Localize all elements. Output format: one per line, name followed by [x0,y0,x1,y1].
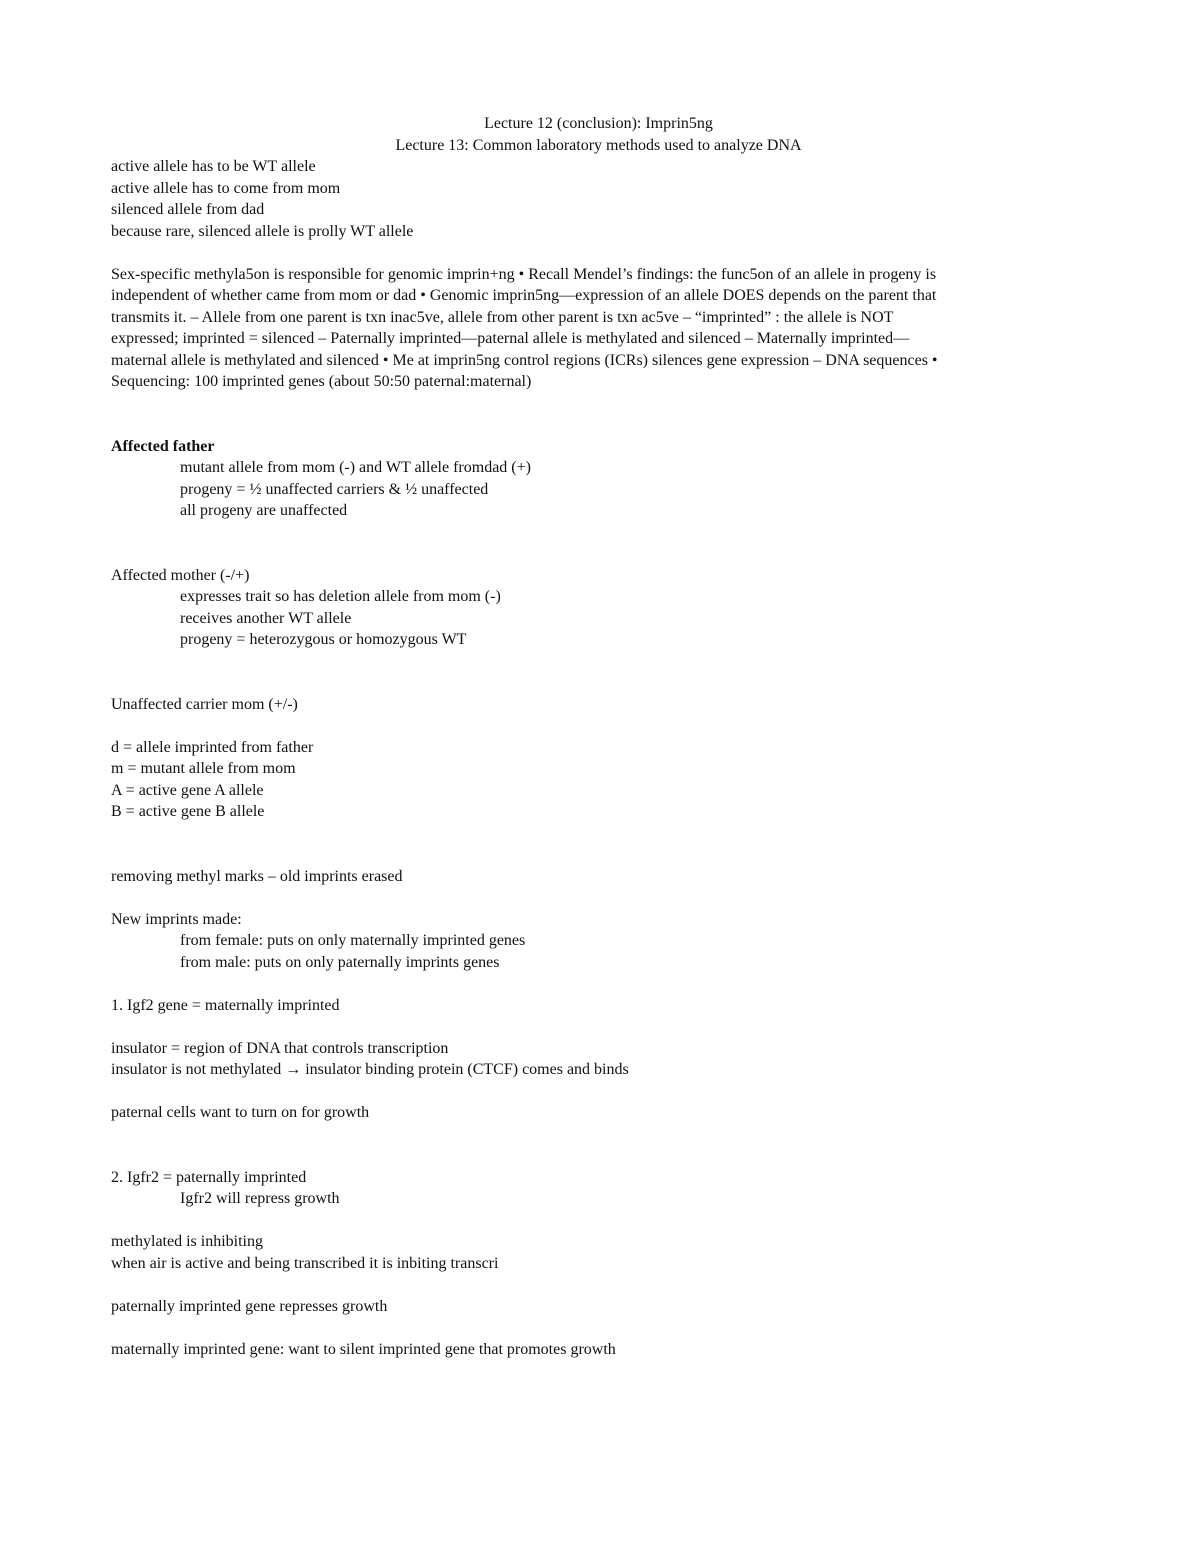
paragraph-line: maternal allele is methylated and silenced • Me at imprin5ng control regions (ICRs) silences gene expression – DNA sequences • [111,351,938,369]
carrier-mom-heading: Unaffected carrier mom (+/-) [111,695,298,713]
insulator-line: insulator = region of DNA that controls transcription [111,1039,449,1057]
legend-line: B = active gene B allele [111,803,265,820]
removing-methyl-line: removing methyl marks – old imprints erased [111,867,403,885]
new-imprints-line: from male: puts on only paternally imprints genes [180,953,500,971]
spacer [111,973,1086,995]
paragraph-line: independent of whether came from mom or dad • Genomic imprin5ng—expression of an allele DOES depends on the parent that [111,287,937,304]
spacer [111,1081,1086,1103]
igf2-line: 1. Igf2 gene = maternally imprinted [111,996,340,1014]
spacer [111,1016,1086,1038]
intro-line: active allele has to come from mom [111,179,341,197]
spacer [111,1274,1086,1296]
maternally-gene-line: maternally imprinted gene: want to silent imprinted gene that promotes growth [111,1340,616,1358]
legend-line: m = mutant allele from mom [111,760,296,777]
intro-line: because rare, silenced allele is prolly WT allele [111,222,414,240]
insulator-line: insulator is not methylated → insulator binding protein (CTCF) comes and binds [111,1061,629,1078]
spacer [111,823,1086,866]
spacer [111,522,1086,565]
intro-line: silenced allele from dad [111,201,265,218]
spacer [111,651,1086,694]
new-imprints-line: from female: puts on only maternally imprinted genes [180,932,526,949]
spacer [111,887,1086,909]
igfr2-line: Igfr2 will repress growth [180,1190,340,1207]
affected-father-heading: Affected father [111,437,215,455]
paternal-cells-line: paternal cells want to turn on for growth [111,1104,370,1121]
spacer [111,242,1086,264]
spacer [111,1124,1086,1167]
spacer [111,1317,1086,1339]
intro-line: active allele has to be WT allele [111,158,316,175]
page-title-1: Lecture 12 (conclusion): Imprin5ng [484,115,713,132]
paragraph-line: expressed; imprinted = silenced – Paternally imprinted—paternal allele is methylated and silenced – Maternally imprinted— [111,330,910,347]
spacer [111,393,1086,436]
affected-mother-line: expresses trait so has deletion allele from mom (-) [180,588,501,605]
paragraph-line: Sex-specific methyla5on is responsible for genomic imprin+ng • Recall Mendel’s findings: the func5on of an allele in progeny is [111,265,937,283]
imprinting-paragraph [111,264,1076,393]
legend-line: A = active gene A allele [111,781,264,799]
paternally-gene-line: paternally imprinted gene represses growth [111,1297,388,1315]
paragraph-line: Sequencing: 100 imprinted genes (about 50:50 paternal:maternal) [111,373,532,390]
affected-mother-heading: Affected mother (-/+) [111,566,250,584]
methylated-line: when air is active and being transcribed it is inbiting transcri [111,1254,499,1272]
affected-mother-line: receives another WT allele [180,609,352,627]
paragraph-line: transmits it. – Allele from one parent is txn inac5ve, allele from other parent is txn ac5ve – “imprinted” : the allele is NOT [111,308,894,326]
page-title-2: Lecture 13: Common laboratory methods used to analyze DNA [395,136,802,154]
affected-father-line: all progeny are unaffected [180,502,348,519]
methylated-line: methylated is inhibiting [111,1233,263,1250]
document-page [111,113,1086,1360]
spacer [111,1210,1086,1232]
spacer [111,715,1086,737]
new-imprints-heading: New imprints made: [111,910,242,928]
affected-father-line: mutant allele from mom (-) and WT allele fromdad (+) [180,459,531,476]
affected-father-line: progeny = ½ unaffected carriers & ½ unaffected [180,480,489,498]
legend-line: d = allele imprinted from father [111,738,314,756]
affected-mother-line: progeny = heterozygous or homozygous WT [180,631,467,648]
igfr2-heading: 2. Igfr2 = paternally imprinted [111,1168,307,1186]
